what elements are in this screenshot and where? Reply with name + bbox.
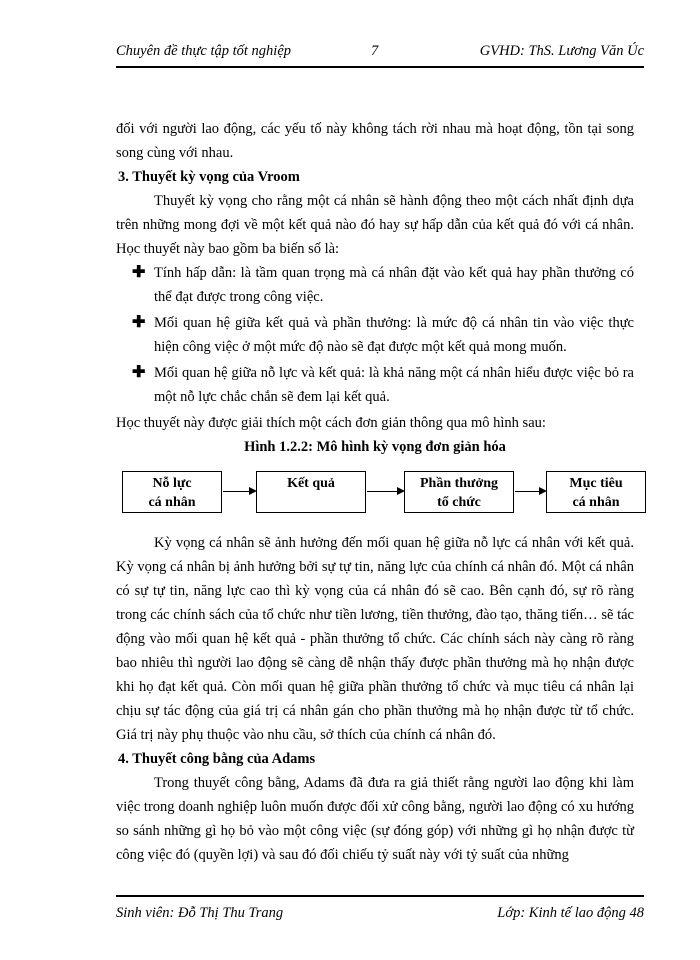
page-content <box>116 117 634 867</box>
variables-list <box>116 261 634 409</box>
list-item <box>132 311 634 359</box>
advisor-name: GVHD: ThS. Lương Văn Úc <box>479 43 644 59</box>
page-header <box>116 40 644 68</box>
intro-paragraph: đối với người lao động, các yếu tố này không tách rời nhau mà hoạt động, tồn tại song song cùng với nhau. <box>116 121 634 161</box>
model-intro-paragraph: Học thuyết này được giải thích một cách đơn giản thông qua mô hình sau: <box>116 415 546 431</box>
student-name: Sinh viên: Đỗ Thị Thu Trang <box>116 905 284 921</box>
section-heading-adams: 4. Thuyết công bằng của Adams <box>118 751 316 767</box>
adams-paragraph: Trong thuyết công bằng, Adams đã đưa ra giả thiết rằng người lao động khi làm việc trong doanh nghiệp luôn muốn được đối xử công bằng, người lao động có xu hướng so sánh những gì họ bỏ vào một công việc (sự đóng góp) với những gì họ nhận được từ công việc đó (quyền lợi) và sau đó đối chiếu tỷ suất này với tỷ suất của những <box>116 775 634 863</box>
box-line: Phần thưởng <box>419 476 498 491</box>
box-line: Kết quả <box>287 476 335 491</box>
page-footer <box>116 895 644 926</box>
list-item-text: Mối quan hệ giữa kết quả và phần thưởng: là mức độ cá nhân tin vào việc thực hiện công việc ở một mức độ nào sẽ đạt được một kết quả mong muốn. <box>154 315 634 355</box>
class-name: Lớp: Kinh tế lao động 48 <box>497 905 644 921</box>
list-item-text: Mối quan hệ giữa nỗ lực và kết quả: là khả năng một cá nhân hiểu được việc bỏ ra một nỗ lực chắc chắn sẽ đem lại kết quả. <box>154 365 634 405</box>
box-line: cá nhân <box>572 495 620 510</box>
plus-bullet-icon: ✚ <box>132 264 146 281</box>
expectancy-model-diagram <box>116 467 634 525</box>
box-line: tổ chức <box>437 495 481 510</box>
list-item <box>132 261 634 309</box>
diagram-box-reward <box>404 471 514 513</box>
diagram-box-effort <box>122 471 222 513</box>
page-number: 7 <box>371 43 379 59</box>
box-line: cá nhân <box>148 495 196 510</box>
list-item <box>132 361 634 409</box>
diagram-box-result <box>256 471 366 513</box>
section-heading-vroom: 3. Thuyết kỳ vọng của Vroom <box>118 169 300 185</box>
plus-bullet-icon: ✚ <box>132 314 146 331</box>
arrow-right-icon <box>367 491 403 492</box>
expectation-paragraph: Kỳ vọng cá nhân sẽ ảnh hưởng đến mối quan hệ giữa nỗ lực cá nhân với kết quả. Kỳ vọng cá nhân bị ảnh hưởng bởi sự tự tin, năng lực của chính cá nhân đó. Một cá nhân có sự tự tin, năng lực cao thì kỳ vọng của cá nhân đó sẽ cao. Bên cạnh đó, sự rõ ràng trong các chính sách của tổ chức như tiền lương, tiền thưởng, đào tạo, thăng tiến… sẽ tác động vào mối quan hệ kết quả - phần thưởng tổ chức. Các chính sách này càng rõ ràng bao nhiêu thì người lao động sẽ càng dễ nhận thấy được phần thưởng mà họ nhận được khi họ đạt kết quả. Còn mối quan hệ giữa phần thưởng tổ chức và mục tiêu cá nhân lại chịu sự tác động của giá trị cá nhân gán cho phần thưởng mà họ nhận được từ tổ chức. Giá trị này phụ thuộc vào nhu cầu, sở thích của chính cá nhân đó. <box>116 535 634 743</box>
arrow-right-icon <box>223 491 255 492</box>
figure-caption: Hình 1.2.2: Mô hình kỳ vọng đơn giản hóa <box>244 439 506 455</box>
arrow-right-icon <box>515 491 545 492</box>
plus-bullet-icon: ✚ <box>132 364 146 381</box>
diagram-box-goal <box>546 471 646 513</box>
list-item-text: Tính hấp dẫn: là tầm quan trọng mà cá nhân đặt vào kết quả hay phần thưởng có thể đạt được trong công việc. <box>154 265 634 305</box>
box-line: Mục tiêu <box>569 476 623 491</box>
document-title: Chuyên đề thực tập tốt nghiệp <box>116 43 292 59</box>
box-line: Nỗ lực <box>152 476 192 491</box>
vroom-paragraph: Thuyết kỳ vọng cho rằng một cá nhân sẽ hành động theo một cách nhất định dựa trên những mong đợi về một kết quả nào đó hay sự hấp dẫn của kết quả đó với cá nhân. Học thuyết này bao gồm ba biến số là: <box>116 193 634 257</box>
